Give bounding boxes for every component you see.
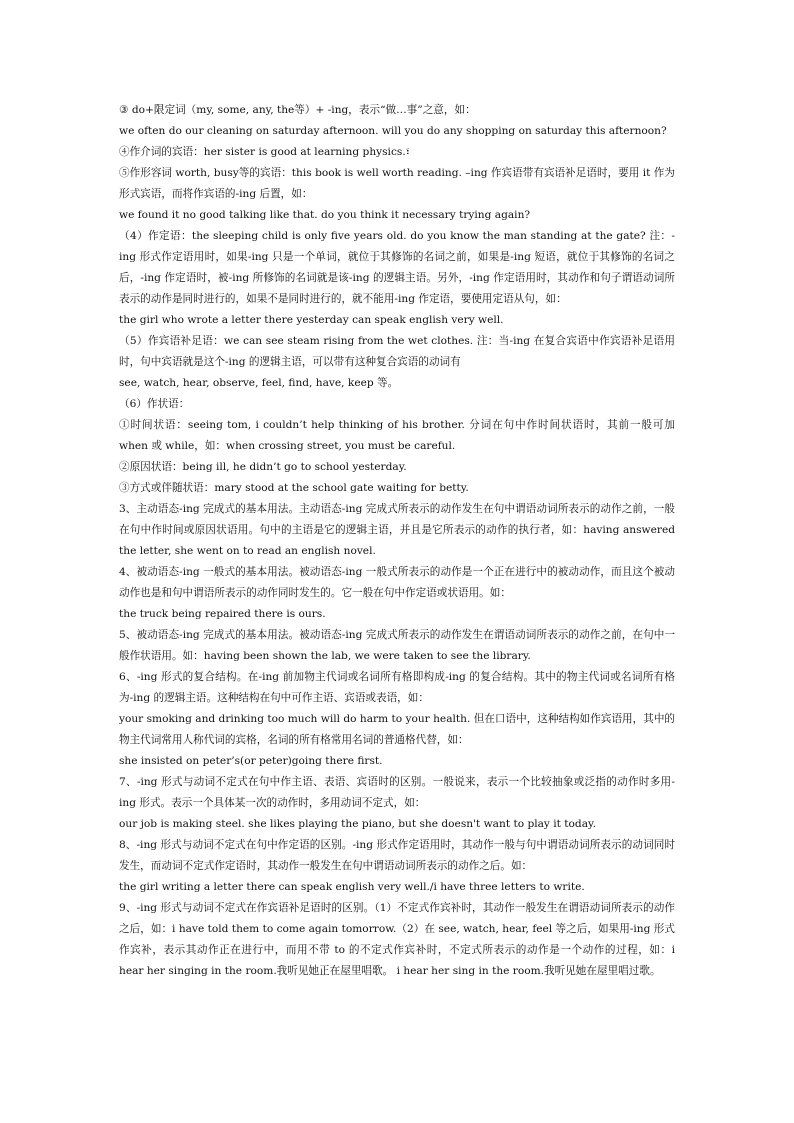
paragraph-compound-structure: 6、-ing 形式的复合结构。在-ing 前加物主代词或名词所有格即构成-ing 的复合结构。其中的物主代词或名词所有格为-ing 的逻辑主语。这种结构在句中可作主语、宾语或表语，如： xyxy=(119,671,675,704)
paragraph-passive-simple: 4、被动语态-ing 一般式的基本用法。被动语态-ing 一般式所表示的动作是一个正在进行中的被动动作，而且这个被动动作也是和句中谓语所表示的动作同时发生的。它一般在句中作定语或状语用。如： xyxy=(119,566,675,599)
paragraph-object-complement: （5）作宾语补足语：we can see steam rising from the wet clothes. 注：当-ing 在复合宾语中作宾语补足语用时，句中宾语就是这个-ing 的逻辑主语，可以带有这种复合宾语的动词有 xyxy=(119,335,675,368)
paragraph-example-truck: the truck being repaired there is ours. xyxy=(119,608,326,620)
paragraph-example-peter: she insisted on peter’s(or peter)going there first. xyxy=(119,755,383,767)
paragraph-adjective-object: ⑤作形容词 worth, busy等的宾语：this book is well worth reading. –ing 作宾语带有宾语补足语时，要用 it 作为形式宾语，而将作宾语的-ing 后置，如： xyxy=(119,167,675,200)
paragraph-example-steel: our job is making steel. she likes playing the piano, but she doesn't want to play it today. xyxy=(119,818,596,830)
paragraph-do-plus-determiner: ③ do+限定词（my, some, any, the等）+ -ing，表示“做…事”之意，如： xyxy=(119,104,476,116)
paragraph-example-talking: we found it no good talking like that. do you think it necessary trying again? xyxy=(119,209,531,221)
paragraph-preposition-object: ④作介词的宾语：her sister is good at learning physics.፣ xyxy=(119,146,411,158)
paragraph-example-cleaning: we often do our cleaning on saturday afternoon. will you do any shopping on saturday this afternoon? xyxy=(119,125,667,137)
paragraph-reason-adverbial: ②原因状语：being ill, he didn’t go to school yesterday. xyxy=(119,461,407,473)
paragraph-example-smoking: your smoking and drinking too much will do harm to your health. 但在口语中，这种结构如作宾语用，其中的物主代词常用人称代词的宾格，名词的所有格常用名词的普通格代替，如： xyxy=(119,713,676,746)
document-body xyxy=(119,100,675,982)
paragraph-ing-vs-infinitive-subject: 7、-ing 形式与动词不定式在句中作主语、表语、宾语时的区别。一般说来，表示一个比较抽象或泛指的动作时多用-ing 形式。表示一个具体某一次的动作时，多用动词不定式，如： xyxy=(119,776,675,809)
paragraph-attributive: （4）作定语：the sleeping child is only five years old. do you know the man standing at the gate? 注：-ing 形式作定语用时，如果-ing 只是一个单词，就位于其修饰的名词之前，如果是-ing 短语，就位于其修饰的名词之后，-ing 作定语时，被-ing 所修饰的名词就是该-ing 的逻辑主语。另外，-ing 作定语用时，其动作和句子谓语动词所表示的动作是同时进行的，如果不是同时进行的，就不能用-ing 作定语，要使用定语从句，如： xyxy=(119,230,675,305)
paragraph-active-perfect: 3、主动语态-ing 完成式的基本用法。主动语态-ing 完成式所表示的动作发生在句中谓语动词所表示的动作之前，一般在句中作时间或原因状语用。句中的主语是它的逻辑主语，并且是它所表示的动作的执行者，如：having answered the letter, she went on to read an english novel. xyxy=(119,503,675,557)
paragraph-example-girl-wrote: the girl who wrote a letter there yesterday can speak english very well. xyxy=(119,314,504,326)
paragraph-verb-list: see, watch, hear, observe, feel, find, have, keep 等。 xyxy=(119,377,399,389)
paragraph-ing-vs-infinitive-attributive: 8、-ing 形式与动词不定式在句中作定语的区别。-ing 形式作定语用时，其动作一般与句中谓语动词所表示的动词同时发生，而动词不定式作定语时，其动作一般发生在句中谓语动词所表示的动作之后。如： xyxy=(119,839,675,872)
paragraph-example-girl-writing: the girl writing a letter there can speak english very well./i have three letters to write. xyxy=(119,881,585,893)
paragraph-passive-perfect: 5、被动语态-ing 完成式的基本用法。被动语态-ing 完成式所表示的动作发生在谓语动词所表示的动作之前，在句中一般作状语用。如：having been shown the lab, we were taken to see the library. xyxy=(119,629,675,662)
paragraph-ing-vs-infinitive-complement: 9、-ing 形式与动词不定式在作宾语补足语时的区别。（1）不定式作宾补时，其动作一般发生在谓语动词所表示的动作之后，如：i have told them to come again tomorrow.（2）在 see, watch, hear, feel 等之后，如果用-ing 形式作宾补，表示其动作正在进行中，而用不带 to 的不定式作宾补时，不定式所表示的动作是一个动作的过程，如：i hear her singing in the room.我听见她正在屋里唱歌。 i hear her sing in the room.我听见她在屋里唱过歌。 xyxy=(119,902,675,977)
paragraph-time-adverbial: ①时间状语：seeing tom, i couldn’t help thinking of his brother. 分词在句中作时间状语时，其前一般可加 when 或 while，如：when crossing street, you must be careful. xyxy=(119,419,675,452)
paragraph-manner-adverbial: ③方式或伴随状语：mary stood at the school gate waiting for betty. xyxy=(119,482,469,494)
paragraph-adverbial-heading: （6）作状语： xyxy=(119,398,190,410)
